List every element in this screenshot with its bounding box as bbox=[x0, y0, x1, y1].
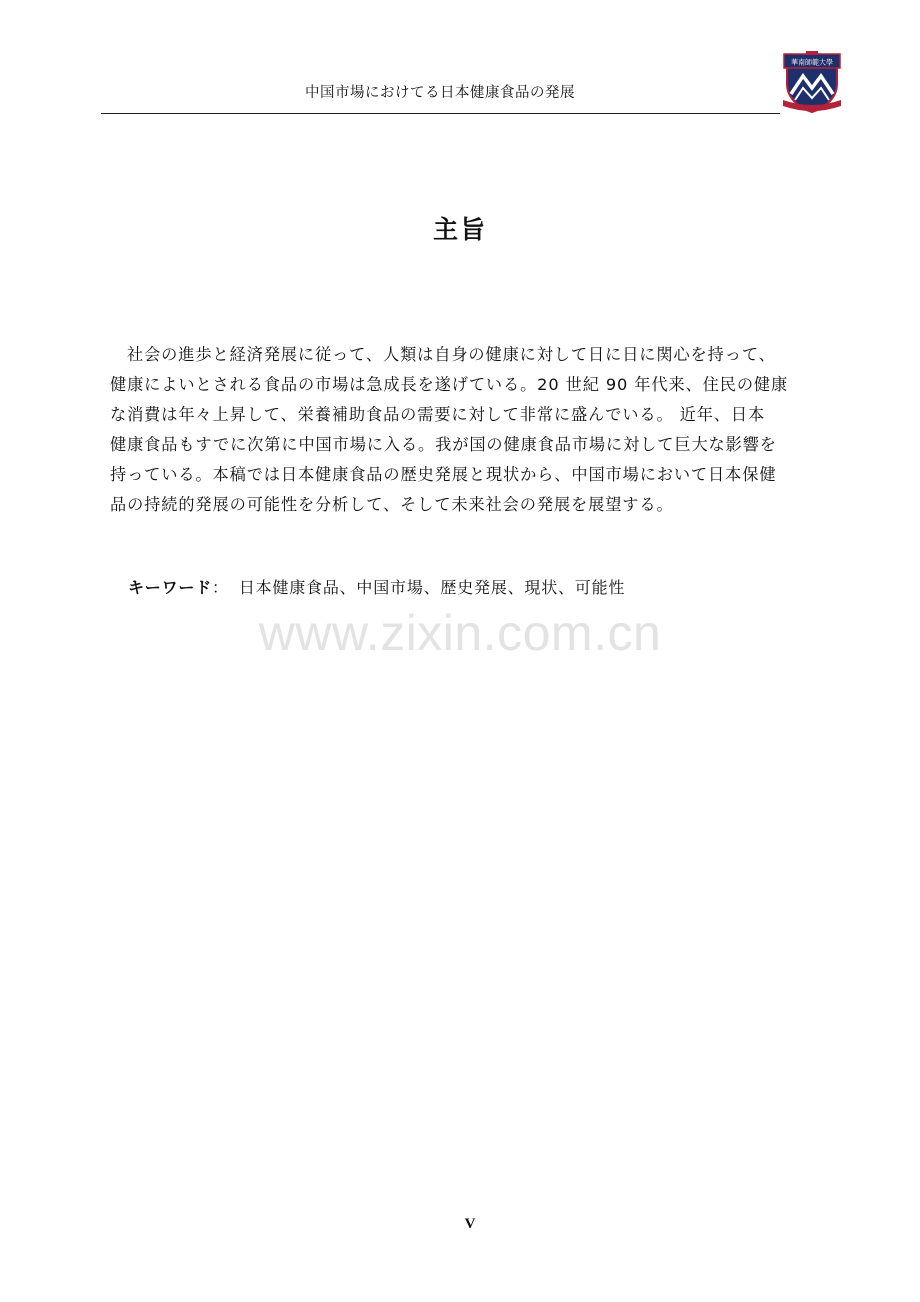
running-header-title: 中国市場におけてる日本健康食品の発展 bbox=[305, 85, 575, 101]
abstract-line: 健康によいとされる食品の市場は急成長を遂げている。20 世紀 90 年代来、住民の健康 bbox=[110, 375, 789, 394]
abstract-line: な消費は年々上昇して、栄養補助食品の需要に対して非常に盛んでいる。 近年、日本 bbox=[110, 405, 766, 424]
watermark: www.zixin.com.cn bbox=[258, 605, 662, 661]
abstract-heading: 主旨 bbox=[432, 215, 487, 244]
page-number: V bbox=[464, 1216, 476, 1232]
abstract-line: 社会の進歩と経済発展に従って、人類は自身の健康に対して日に日に関心を持って、 bbox=[127, 345, 776, 364]
logo-lettering: 華南師範大學 bbox=[791, 58, 833, 67]
abstract-line: 健康食品もすでに次第に中国市場に入る。我が国の健康食品市場に対して巨大な影響を bbox=[110, 435, 777, 454]
abstract-body bbox=[110, 340, 840, 520]
abstract-line: 品の持続的発展の可能性を分析して、そして未来社会の発展を展望する。 bbox=[110, 495, 674, 514]
keywords-row bbox=[128, 574, 625, 602]
header-divider bbox=[101, 113, 780, 114]
abstract-line: 持っている。本稿では日本健康食品の歴史発展と現状から、中国市場において日本保健 bbox=[110, 465, 777, 484]
keywords-label: キーワード bbox=[128, 578, 213, 597]
keywords-separator: ： bbox=[212, 578, 229, 597]
university-crest-logo bbox=[781, 50, 843, 114]
keywords-value: 日本健康食品、中国市場、歴史発展、現状、可能性 bbox=[238, 578, 626, 597]
